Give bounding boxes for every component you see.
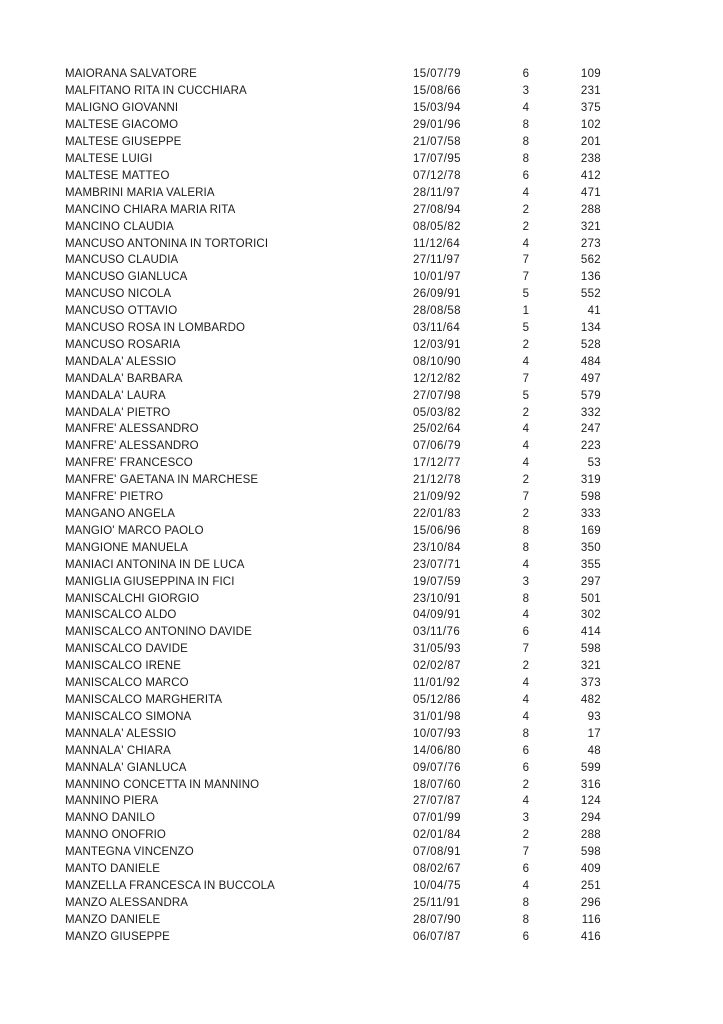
registry-number: 316: [580, 778, 601, 791]
list-number: 8: [522, 119, 529, 132]
person-name: MANISCALCO MARCO: [65, 677, 189, 690]
person-name: MANNINO CONCETTA IN MANNINO: [65, 778, 260, 791]
list-number: 4: [522, 710, 529, 723]
list-number: 6: [522, 626, 529, 639]
table-row: [65, 252, 601, 269]
list-number: 7: [522, 643, 529, 656]
person-name: MANZELLA FRANCESCA IN BUCCOLA: [65, 879, 275, 892]
birth-date: 18/07/60: [413, 778, 461, 791]
list-number: 3: [522, 575, 529, 588]
list-number: 5: [522, 322, 529, 335]
table-row: [65, 201, 601, 218]
list-number: 7: [522, 372, 529, 385]
table-row: [65, 320, 601, 337]
person-name: MANCINO CHIARA MARIA RITA: [65, 203, 236, 216]
registry-number: 579: [580, 389, 601, 402]
registry-number: 321: [580, 660, 601, 673]
table-row: [65, 624, 601, 641]
table-row: [65, 827, 601, 844]
table-row: [65, 167, 601, 184]
birth-date: 10/04/75: [413, 879, 461, 892]
list-number: 2: [522, 829, 529, 842]
list-number: 6: [522, 68, 529, 81]
registry-number: 350: [580, 541, 601, 554]
birth-date: 15/03/94: [413, 102, 461, 115]
list-number: 2: [522, 660, 529, 673]
table-row: [65, 556, 601, 573]
person-name: MALTESE GIACOMO: [65, 119, 179, 132]
birth-date: 27/08/94: [413, 203, 461, 216]
list-number: 4: [522, 558, 529, 571]
table-row: [65, 725, 601, 742]
table-row: [65, 844, 601, 861]
table-row: [65, 421, 601, 438]
registry-number: 598: [580, 846, 601, 859]
list-number: 1: [522, 305, 529, 318]
person-name: MANIACI ANTONINA IN DE LUCA: [65, 558, 245, 571]
table-row: [65, 658, 601, 675]
birth-date: 25/11/91: [413, 896, 461, 909]
person-name: MANGIONE MANUELA: [65, 541, 189, 554]
table-row: [65, 337, 601, 354]
registry-number: 238: [580, 152, 601, 165]
list-number: 4: [522, 355, 529, 368]
table-row: [65, 235, 601, 252]
birth-date: 22/01/83: [413, 508, 461, 521]
list-number: 2: [522, 203, 529, 216]
birth-date: 29/01/96: [413, 119, 461, 132]
person-name: MANCUSO NICOLA: [65, 288, 172, 301]
person-name: MANCUSO OTTAVIO: [65, 305, 178, 318]
registry-number: 273: [580, 237, 601, 250]
table-row: [65, 911, 601, 928]
registry-number: 598: [580, 643, 601, 656]
birth-date: 11/01/92: [413, 677, 461, 690]
person-name: MANDALA' BARBARA: [65, 372, 183, 385]
registry-number: 375: [580, 102, 601, 115]
birth-date: 07/06/79: [413, 440, 461, 453]
table-row: [65, 590, 601, 607]
registry-number: 201: [580, 136, 601, 149]
person-name: MANFRE' ALESSANDRO: [65, 440, 199, 453]
list-number: 7: [522, 271, 529, 284]
list-number: 8: [522, 524, 529, 537]
person-name: MANISCALCHI GIORGIO: [65, 592, 200, 605]
registry-number: 169: [580, 524, 601, 537]
person-name: MANDALA' LAURA: [65, 389, 166, 402]
birth-date: 09/07/76: [413, 761, 461, 774]
table-row: [65, 742, 601, 759]
registry-number: 93: [587, 710, 601, 723]
registry-number: 484: [580, 355, 601, 368]
registry-number: 598: [580, 491, 601, 504]
table-row: [65, 404, 601, 421]
table-row: [65, 861, 601, 878]
person-name: MANFRE' GAETANA IN MARCHESE: [65, 474, 259, 487]
table-row: [65, 759, 601, 776]
table-row: [65, 117, 601, 134]
registry-number: 102: [580, 119, 601, 132]
list-number: 6: [522, 169, 529, 182]
birth-date: 05/03/82: [413, 406, 461, 419]
table-row: [65, 286, 601, 303]
registry-number: 332: [580, 406, 601, 419]
table-row: [65, 303, 601, 320]
birth-date: 07/01/99: [413, 812, 461, 825]
person-name: MANISCALCO IRENE: [65, 660, 181, 673]
registry-number: 333: [580, 508, 601, 521]
person-name: MANTO DANIELE: [65, 863, 161, 876]
birth-date: 19/07/59: [413, 575, 461, 588]
birth-date: 02/01/84: [413, 829, 461, 842]
list-number: 4: [522, 795, 529, 808]
person-name: MANNALA' ALESSIO: [65, 727, 177, 740]
registry-number: 416: [580, 930, 601, 943]
person-name: MANNALA' GIANLUCA: [65, 761, 187, 774]
person-name: MANNINO PIERA: [65, 795, 159, 808]
table-row: [65, 522, 601, 539]
person-name: MANGIO' MARCO PAOLO: [65, 524, 204, 537]
birth-date: 10/07/93: [413, 727, 461, 740]
list-number: 4: [522, 102, 529, 115]
person-name: MANCUSO ANTONINA IN TORTORICI: [65, 237, 269, 250]
table-row: [65, 184, 601, 201]
birth-date: 08/05/82: [413, 220, 461, 233]
registry-number: 223: [580, 440, 601, 453]
person-name: MANZO DANIELE: [65, 913, 161, 926]
table-row: [65, 793, 601, 810]
birth-date: 23/10/91: [413, 592, 461, 605]
list-number: 2: [522, 508, 529, 521]
list-number: 2: [522, 474, 529, 487]
table-row: [65, 506, 601, 523]
person-name: MANZO GIUSEPPE: [65, 930, 170, 943]
registry-number: 552: [580, 288, 601, 301]
list-number: 8: [522, 152, 529, 165]
registry-number: 116: [581, 913, 601, 926]
table-row: [65, 455, 601, 472]
registry-number: 599: [580, 761, 601, 774]
birth-date: 05/12/86: [413, 693, 461, 706]
list-number: 8: [522, 913, 529, 926]
person-name: MANGANO ANGELA: [65, 508, 176, 521]
list-number: 4: [522, 440, 529, 453]
birth-date: 14/06/80: [413, 744, 461, 757]
person-name: MANISCALCO ALDO: [65, 609, 177, 622]
person-name: MAIORANA SALVATORE: [65, 68, 197, 81]
birth-date: 28/11/97: [413, 186, 461, 199]
table-row: [65, 218, 601, 235]
birth-date: 21/07/58: [413, 136, 461, 149]
person-name: MANTEGNA VINCENZO: [65, 846, 194, 859]
birth-date: 28/07/90: [413, 913, 461, 926]
registry-number: 321: [580, 220, 601, 233]
registry-number: 288: [580, 203, 601, 216]
registry-number: 297: [580, 575, 601, 588]
list-number: 8: [522, 727, 529, 740]
birth-date: 03/11/64: [413, 322, 461, 335]
birth-date: 02/02/87: [413, 660, 461, 673]
person-name: MANCINO CLAUDIA: [65, 220, 174, 233]
registry-number: 373: [580, 677, 601, 690]
table-row: [65, 894, 601, 911]
birth-date: 15/07/79: [413, 68, 461, 81]
birth-date: 17/07/95: [413, 152, 461, 165]
table-row: [65, 370, 601, 387]
list-number: 4: [522, 457, 529, 470]
table-row: [65, 353, 601, 370]
table-row: [65, 810, 601, 827]
birth-date: 27/07/98: [413, 389, 461, 402]
birth-date: 04/09/91: [413, 609, 461, 622]
registry-number: 562: [580, 254, 601, 267]
table-row: [65, 573, 601, 590]
birth-date: 21/09/92: [413, 491, 461, 504]
list-number: 8: [522, 136, 529, 149]
registry-number: 53: [587, 457, 601, 470]
table-row: [65, 607, 601, 624]
list-number: 2: [522, 220, 529, 233]
birth-date: 12/12/82: [413, 372, 461, 385]
table-row: [65, 675, 601, 692]
table-row: [65, 134, 601, 151]
list-number: 3: [522, 85, 529, 98]
birth-date: 31/05/93: [413, 643, 461, 656]
table-row: [65, 269, 601, 286]
list-number: 6: [522, 761, 529, 774]
person-name: MANISCALCO DAVIDE: [65, 643, 188, 656]
registry-number: 136: [580, 271, 601, 284]
registry-number: 409: [580, 863, 601, 876]
birth-date: 12/03/91: [413, 338, 461, 351]
person-name: MANCUSO ROSA IN LOMBARDO: [65, 322, 246, 335]
birth-date: 23/10/84: [413, 541, 461, 554]
list-number: 4: [522, 423, 529, 436]
list-number: 4: [522, 609, 529, 622]
list-number: 8: [522, 896, 529, 909]
birth-date: 07/08/91: [413, 846, 461, 859]
registry-number: 296: [580, 896, 601, 909]
birth-date: 17/12/77: [413, 457, 461, 470]
registry-number: 482: [580, 693, 601, 706]
table-row: [65, 472, 601, 489]
birth-date: 27/07/87: [413, 795, 461, 808]
table-row: [65, 151, 601, 168]
list-number: 7: [522, 846, 529, 859]
person-name: MANDALA' ALESSIO: [65, 355, 177, 368]
registry-number: 109: [580, 68, 601, 81]
registry-number: 302: [580, 609, 601, 622]
table-row: [65, 692, 601, 709]
person-name: MALTESE GIUSEPPE: [65, 136, 182, 149]
list-number: 5: [522, 288, 529, 301]
registry-number: 41: [587, 305, 601, 318]
registry-number: 471: [580, 186, 601, 199]
person-name: MANDALA' PIETRO: [65, 406, 171, 419]
person-name: MANFRE' PIETRO: [65, 491, 164, 504]
birth-date: 25/02/64: [413, 423, 461, 436]
person-name: MANIGLIA GIUSEPPINA IN FICI: [65, 575, 235, 588]
person-name: MALTESE LUIGI: [65, 152, 153, 165]
birth-date: 08/10/90: [413, 355, 461, 368]
list-number: 7: [522, 491, 529, 504]
list-number: 2: [522, 778, 529, 791]
registry-number: 124: [580, 795, 601, 808]
birth-date: 31/01/98: [413, 710, 461, 723]
registry-number: 528: [580, 338, 601, 351]
birth-date: 03/11/76: [413, 626, 461, 639]
birth-date: 11/12/64: [413, 237, 461, 250]
registry-number: 501: [580, 592, 601, 605]
list-number: 4: [522, 693, 529, 706]
person-name: MANNO ONOFRIO: [65, 829, 166, 842]
table-row: [65, 776, 601, 793]
table-row: [65, 928, 601, 945]
registry-number: 247: [580, 423, 601, 436]
registry-number: 48: [587, 744, 601, 757]
list-number: 6: [522, 863, 529, 876]
list-number: 4: [522, 237, 529, 250]
list-number: 4: [522, 879, 529, 892]
birth-date: 28/08/58: [413, 305, 461, 318]
birth-date: 15/08/66: [413, 85, 461, 98]
person-name: MANISCALCO SIMONA: [65, 710, 192, 723]
birth-date: 10/01/97: [413, 271, 461, 284]
birth-date: 27/11/97: [413, 254, 461, 267]
birth-date: 26/09/91: [413, 288, 461, 301]
list-number: 5: [522, 389, 529, 402]
person-name: MANZO ALESSANDRA: [65, 896, 189, 909]
birth-date: 23/07/71: [413, 558, 461, 571]
person-name: MALFITANO RITA IN CUCCHIARA: [65, 85, 247, 98]
birth-date: 08/02/67: [413, 863, 461, 876]
list-number: 6: [522, 744, 529, 757]
registry-number: 414: [580, 626, 601, 639]
table-row: [65, 708, 601, 725]
list-number: 6: [522, 930, 529, 943]
list-number: 7: [522, 254, 529, 267]
person-name: MALTESE MATTEO: [65, 169, 170, 182]
list-number: 8: [522, 592, 529, 605]
birth-date: 21/12/78: [413, 474, 461, 487]
table-row: [65, 539, 601, 556]
list-number: 4: [522, 186, 529, 199]
table-row: [65, 100, 601, 117]
person-name: MANFRE' FRANCESCO: [65, 457, 193, 470]
registry-number: 497: [580, 372, 601, 385]
table-row: [65, 878, 601, 895]
records-list: [65, 66, 601, 945]
registry-number: 294: [580, 812, 601, 825]
person-name: MANCUSO GIANLUCA: [65, 271, 188, 284]
birth-date: 15/06/96: [413, 524, 461, 537]
registry-number: 231: [580, 85, 601, 98]
person-name: MANCUSO CLAUDIA: [65, 254, 179, 267]
list-number: 3: [522, 812, 529, 825]
list-number: 2: [522, 406, 529, 419]
person-name: MANNO DANILO: [65, 812, 156, 825]
table-row: [65, 83, 601, 100]
list-number: 2: [522, 338, 529, 351]
person-name: MANISCALCO MARGHERITA: [65, 693, 223, 706]
person-name: MALIGNO GIOVANNI: [65, 102, 179, 115]
person-name: MAMBRINI MARIA VALERIA: [65, 186, 215, 199]
registry-number: 288: [580, 829, 601, 842]
registry-number: 251: [580, 879, 601, 892]
person-name: MANISCALCO ANTONINO DAVIDE: [65, 626, 252, 639]
list-number: 4: [522, 677, 529, 690]
table-row: [65, 387, 601, 404]
person-name: MANCUSO ROSARIA: [65, 338, 181, 351]
birth-date: 07/12/78: [413, 169, 461, 182]
registry-number: 134: [580, 322, 601, 335]
birth-date: 06/07/87: [413, 930, 461, 943]
registry-number: 319: [580, 474, 601, 487]
table-row: [65, 66, 601, 83]
table-row: [65, 489, 601, 506]
registry-number: 412: [580, 169, 601, 182]
table-row: [65, 438, 601, 455]
registry-number: 17: [587, 727, 601, 740]
registry-number: 355: [580, 558, 601, 571]
table-row: [65, 641, 601, 658]
person-name: MANFRE' ALESSANDRO: [65, 423, 199, 436]
person-name: MANNALA' CHIARA: [65, 744, 171, 757]
list-number: 8: [522, 541, 529, 554]
